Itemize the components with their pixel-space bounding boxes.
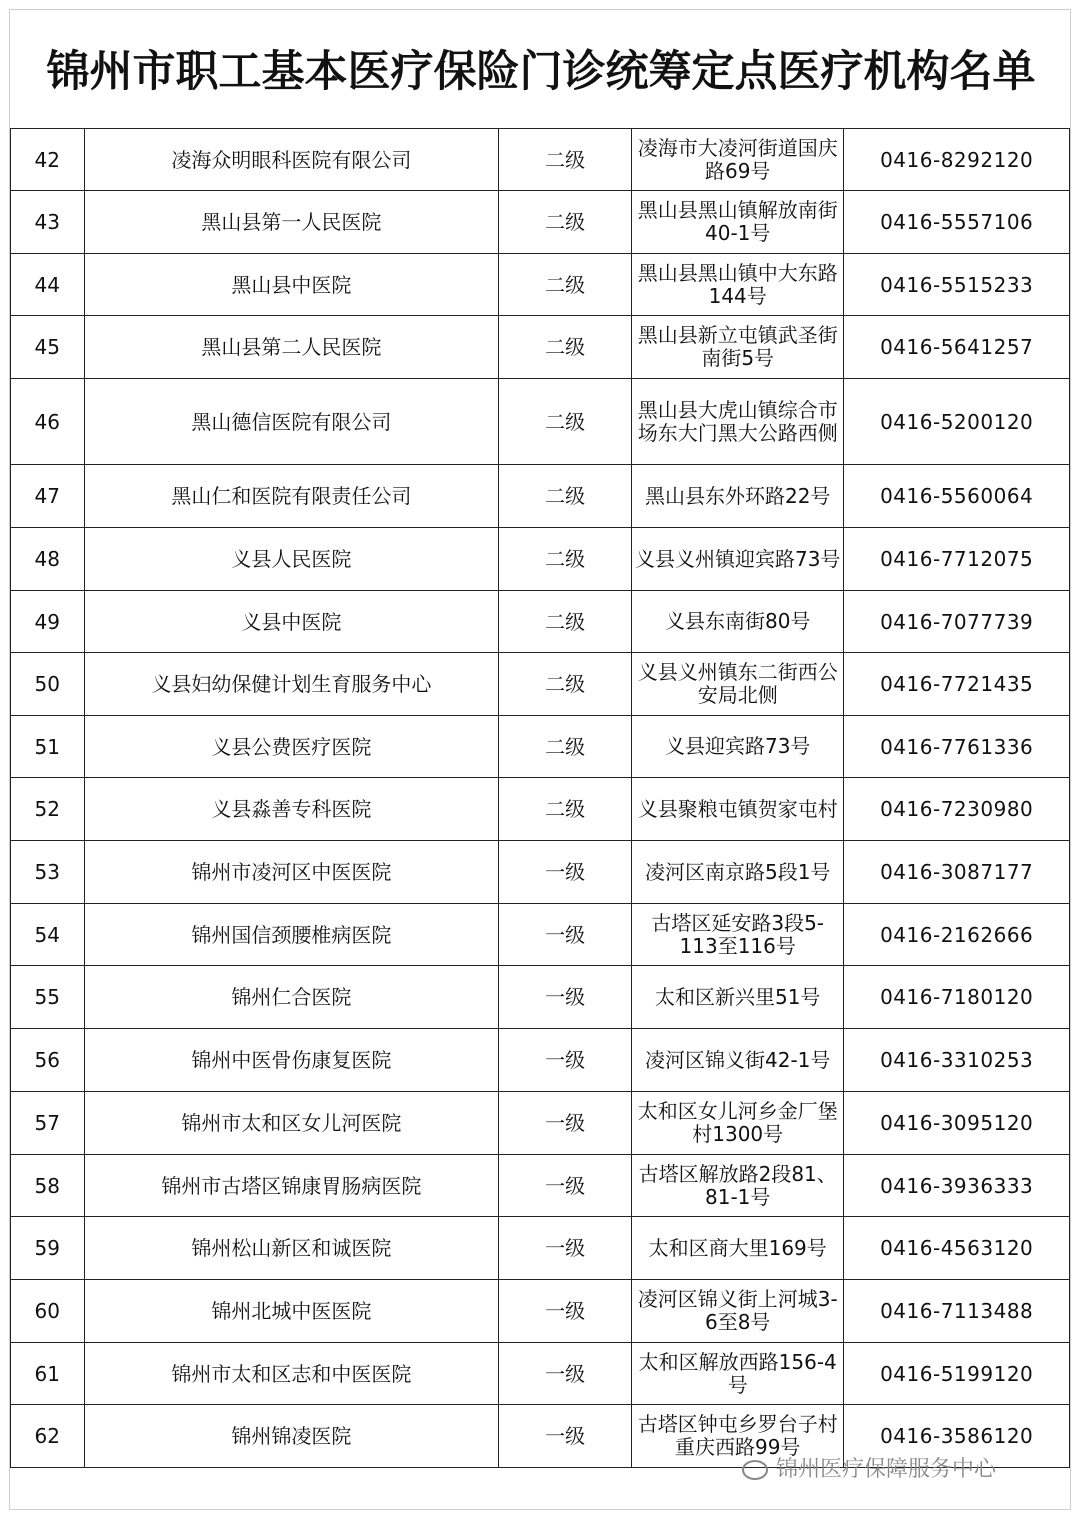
hospital-level: 一级 <box>499 1217 632 1280</box>
row-number: 44 <box>11 254 85 316</box>
table-row <box>11 379 1070 465</box>
row-number: 42 <box>11 129 85 191</box>
row-number: 51 <box>11 716 85 778</box>
phone-number: 0416-8292120 <box>844 129 1070 191</box>
row-number: 55 <box>11 966 85 1029</box>
institution-name: 锦州松山新区和诚医院 <box>84 1217 499 1280</box>
address: 凌河区锦义街42-1号 <box>632 1029 844 1092</box>
address: 太和区新兴里51号 <box>632 966 844 1029</box>
row-number: 45 <box>11 316 85 379</box>
table-row <box>11 716 1070 778</box>
watermark-text: 锦州医疗保障服务中心 <box>776 1457 997 1482</box>
hospital-level: 二级 <box>499 653 632 716</box>
table-row <box>11 1343 1070 1405</box>
phone-number: 0416-5200120 <box>844 379 1070 465</box>
address: 义县聚粮屯镇贺家屯村 <box>632 778 844 841</box>
address: 古塔区延安路3段5-113至116号 <box>632 904 844 966</box>
address: 义县迎宾路73号 <box>632 716 844 778</box>
institution-name: 义县中医院 <box>84 591 499 653</box>
table-row <box>11 191 1070 254</box>
hospital-level: 二级 <box>499 316 632 379</box>
row-number: 49 <box>11 591 85 653</box>
institution-name: 黑山县中医院 <box>84 254 499 316</box>
document-page <box>9 9 1071 1510</box>
table-row <box>11 778 1070 841</box>
table-row <box>11 465 1070 528</box>
row-number: 58 <box>11 1155 85 1217</box>
institution-name: 锦州仁合医院 <box>84 966 499 1029</box>
row-number: 54 <box>11 904 85 966</box>
institution-name: 黑山县第一人民医院 <box>84 191 499 254</box>
institution-name: 锦州中医骨伤康复医院 <box>84 1029 499 1092</box>
phone-number: 0416-5515233 <box>844 254 1070 316</box>
hospital-level: 二级 <box>499 379 632 465</box>
address: 古塔区钟屯乡罗台子村重庆西路99号 <box>632 1405 844 1468</box>
hospital-level: 二级 <box>499 254 632 316</box>
institution-name: 锦州国信颈腰椎病医院 <box>84 904 499 966</box>
hospital-level: 二级 <box>499 716 632 778</box>
phone-number: 0416-5557106 <box>844 191 1070 254</box>
hospital-level: 一级 <box>499 1405 632 1468</box>
address: 黑山县黑山镇解放南街40-1号 <box>632 191 844 254</box>
address: 黑山县东外环路22号 <box>632 465 844 528</box>
institution-name: 黑山仁和医院有限责任公司 <box>84 465 499 528</box>
hospital-level: 一级 <box>499 1155 632 1217</box>
table-row <box>11 653 1070 716</box>
phone-number: 0416-7761336 <box>844 716 1070 778</box>
table-row <box>11 904 1070 966</box>
hospital-level: 一级 <box>499 1343 632 1405</box>
address: 义县东南街80号 <box>632 591 844 653</box>
address: 义县义州镇东二街西公安局北侧 <box>632 653 844 716</box>
phone-number: 0416-7077739 <box>844 591 1070 653</box>
row-number: 56 <box>11 1029 85 1092</box>
table-row <box>11 1217 1070 1280</box>
hospital-level: 二级 <box>499 528 632 591</box>
phone-number: 0416-3087177 <box>844 841 1070 904</box>
table-row <box>11 841 1070 904</box>
table-row <box>11 1280 1070 1343</box>
address: 黑山县大虎山镇综合市场东大门黑大公路西侧 <box>632 379 844 465</box>
hospital-level: 一级 <box>499 904 632 966</box>
phone-number: 0416-7712075 <box>844 528 1070 591</box>
row-number: 62 <box>11 1405 85 1468</box>
row-number: 60 <box>11 1280 85 1343</box>
row-number: 59 <box>11 1217 85 1280</box>
phone-number: 0416-5560064 <box>844 465 1070 528</box>
hospital-level: 二级 <box>499 465 632 528</box>
table-row <box>11 528 1070 591</box>
hospital-level: 二级 <box>499 191 632 254</box>
institution-name: 义县妇幼保健计划生育服务中心 <box>84 653 499 716</box>
hospital-level: 一级 <box>499 1280 632 1343</box>
address: 太和区女儿河乡金厂堡村1300号 <box>632 1092 844 1155</box>
table-row <box>11 966 1070 1029</box>
institution-name: 锦州市凌河区中医医院 <box>84 841 499 904</box>
hospital-level: 一级 <box>499 1029 632 1092</box>
phone-number: 0416-4563120 <box>844 1217 1070 1280</box>
address: 太和区商大里169号 <box>632 1217 844 1280</box>
document-title: 锦州市职工基本医疗保险门诊统筹定点医疗机构名单 <box>46 47 1036 97</box>
institution-name: 义县公费医疗医院 <box>84 716 499 778</box>
institution-name: 义县人民医院 <box>84 528 499 591</box>
hospital-level: 一级 <box>499 841 632 904</box>
table-row <box>11 591 1070 653</box>
row-number: 57 <box>11 1092 85 1155</box>
row-number: 61 <box>11 1343 85 1405</box>
table-row <box>11 129 1070 191</box>
phone-number: 0416-7230980 <box>844 778 1070 841</box>
institution-name: 黑山县第二人民医院 <box>84 316 499 379</box>
phone-number: 0416-3095120 <box>844 1092 1070 1155</box>
institution-name: 锦州北城中医医院 <box>84 1280 499 1343</box>
address: 义县义州镇迎宾路73号 <box>632 528 844 591</box>
hospital-level: 二级 <box>499 591 632 653</box>
hospital-level: 一级 <box>499 966 632 1029</box>
address: 黑山县黑山镇中大东路144号 <box>632 254 844 316</box>
phone-number: 0416-2162666 <box>844 904 1070 966</box>
address: 黑山县新立屯镇武圣街南街5号 <box>632 316 844 379</box>
row-number: 43 <box>11 191 85 254</box>
institution-name: 凌海众明眼科医院有限公司 <box>84 129 499 191</box>
phone-number: 0416-7721435 <box>844 653 1070 716</box>
row-number: 47 <box>11 465 85 528</box>
table-row <box>11 1155 1070 1217</box>
institution-name: 锦州市古塔区锦康胃肠病医院 <box>84 1155 499 1217</box>
hospital-level: 二级 <box>499 129 632 191</box>
address: 凌河区锦义街上河城3-6至8号 <box>632 1280 844 1343</box>
hospital-table <box>10 128 1070 1468</box>
table-row <box>11 316 1070 379</box>
phone-number: 0416-5199120 <box>844 1343 1070 1405</box>
row-number: 53 <box>11 841 85 904</box>
phone-number: 0416-7180120 <box>844 966 1070 1029</box>
watermark <box>742 1452 996 1483</box>
institution-name: 锦州锦凌医院 <box>84 1405 499 1468</box>
row-number: 46 <box>11 379 85 465</box>
phone-number: 0416-3310253 <box>844 1029 1070 1092</box>
hospital-level: 一级 <box>499 1092 632 1155</box>
table-row <box>11 1029 1070 1092</box>
phone-number: 0416-5641257 <box>844 316 1070 379</box>
row-number: 52 <box>11 778 85 841</box>
table-row <box>11 254 1070 316</box>
row-number: 48 <box>11 528 85 591</box>
table-row <box>11 1092 1070 1155</box>
address: 太和区解放西路156-4号 <box>632 1343 844 1405</box>
phone-number: 0416-3936333 <box>844 1155 1070 1217</box>
phone-number: 0416-7113488 <box>844 1280 1070 1343</box>
hospital-level: 二级 <box>499 778 632 841</box>
phone-number: 0416-3586120 <box>844 1405 1070 1468</box>
institution-name: 黑山德信医院有限公司 <box>84 379 499 465</box>
address: 凌海市大凌河街道国庆路69号 <box>632 129 844 191</box>
address: 凌河区南京路5段1号 <box>632 841 844 904</box>
wechat-icon <box>742 1460 768 1480</box>
institution-name: 锦州市太和区女儿河医院 <box>84 1092 499 1155</box>
address: 古塔区解放路2段81、81-1号 <box>632 1155 844 1217</box>
row-number: 50 <box>11 653 85 716</box>
institution-name: 义县淼善专科医院 <box>84 778 499 841</box>
institution-name: 锦州市太和区志和中医医院 <box>84 1343 499 1405</box>
